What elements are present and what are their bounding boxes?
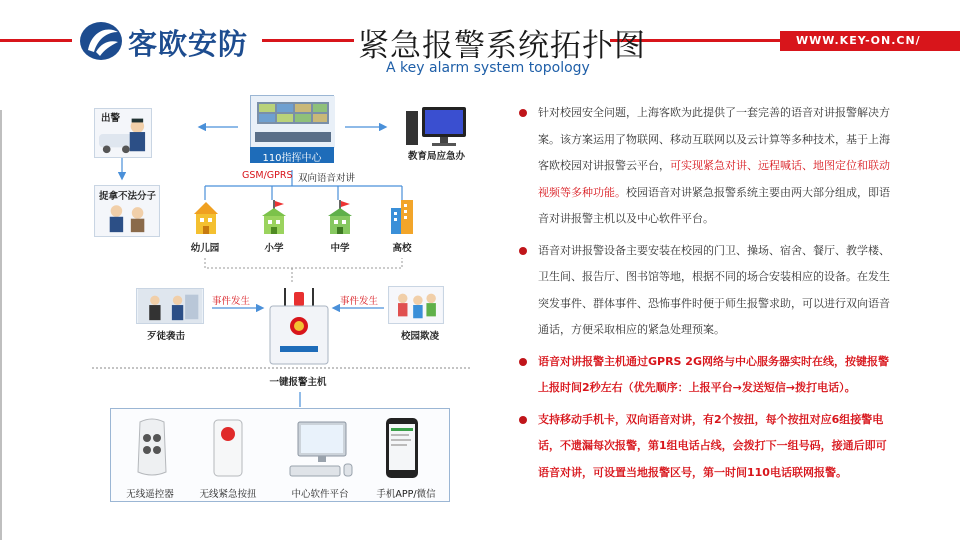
device-label: 无线遥控器 (126, 489, 174, 500)
description-item (517, 238, 895, 344)
description-list (517, 100, 895, 491)
event-label-right: 事件发生 (340, 296, 379, 307)
school-label: 高校 (392, 243, 412, 254)
software-platform-computer-icon (288, 420, 354, 480)
brand-name: 客欧安防 (128, 27, 249, 61)
attack-label: 歹徒袭击 (146, 331, 186, 342)
description-highlight: 可实现紧急对讲、远程喊话、地图定位和联动视频等多种功能。 (538, 159, 890, 199)
middle-school-building-icon (326, 200, 354, 236)
description-text: 语音对讲报警主机通过GPRS 2G网络与中心服务器实时在线，按键报警上报时间2秒左右（优先顺序：上报平台→发送短信→拨打电话）。 (538, 354, 889, 394)
main-unit-label: 一键报警主机 (269, 377, 327, 388)
website-url[interactable]: WWW.KEY-ON.CN/ (780, 31, 960, 51)
description-item (517, 100, 895, 233)
page-subtitle: A key alarm system topology (386, 60, 590, 76)
description-text: 语音对讲报警设备主要安装在校园的门卫、操场、宿舍、餐厅、教学楼、卫生间、报告厅、图书馆等地，根据不同的场合安装相应的设备。在发生突发事件、群体事件、恐怖事件时便于师生报警求助，可以进行双向语音通话，方便采取相应的紧急处理预案。 (538, 243, 890, 336)
kindergarten-building-icon (192, 200, 220, 236)
edu-bureau-label: 教育局应急办 (408, 151, 466, 162)
command-center-label: 110指挥中心 (250, 147, 334, 163)
description-text: 校园语音对讲紧急报警系统主要由两大部分组成，即语音对讲报警主机以及中心软件平台。 (538, 185, 890, 225)
primary-school-building-icon (260, 200, 288, 236)
description-text: 支持移动手机卡，双向语音对讲，有2个按扭，每个按扭对应6组接警电话，不遗漏每次报警，第1组电话占线，会拨打下一组号码，接通后即可语音对讲，可设置当地报警区号，第一时间110电话联网报警。 (538, 412, 887, 479)
description-item (517, 349, 895, 402)
gprs-label: GSM/GPRS (242, 170, 293, 181)
description-text: 针对校园安全问题，上海客欧为此提供了一套完善的语音对讲报警解决方案。该方案运用了物联网、移动互联网以及云计算等多种技术，基于上海客欧校园对讲报警云平台， (538, 106, 890, 172)
device-label: 无线紧急按扭 (199, 489, 257, 500)
emergency-button-icon (210, 418, 246, 478)
bullying-photo (388, 286, 444, 324)
bullet-dot-icon (519, 109, 527, 117)
police-out-label: 出警 (101, 113, 121, 124)
school-label: 小学 (264, 243, 284, 254)
edu-bureau-computer-icon (402, 105, 472, 147)
device-label: 中心软件平台 (291, 489, 349, 500)
university-building-icon (388, 198, 416, 236)
voice-intercom-label: 双向语音对讲 (298, 173, 356, 184)
bullet-dot-icon (519, 358, 527, 366)
page-title: 紧急报警系统拓扑图 (358, 28, 646, 64)
bullet-dot-icon (519, 416, 527, 424)
remote-control-icon (134, 418, 170, 476)
description-item (517, 407, 895, 487)
device-label: 手机APP/微信 (376, 489, 436, 500)
alarm-unit-icon (264, 286, 334, 368)
catch-criminal-label: 捉拿不法分子 (99, 191, 157, 202)
bullying-label: 校园欺凌 (400, 331, 440, 342)
event-label-left: 事件发生 (212, 296, 251, 307)
attack-photo (136, 288, 204, 324)
bullet-dot-icon (519, 247, 527, 255)
school-label: 幼儿园 (190, 243, 220, 254)
mobile-phone-icon (384, 416, 420, 480)
school-label: 中学 (330, 243, 350, 254)
